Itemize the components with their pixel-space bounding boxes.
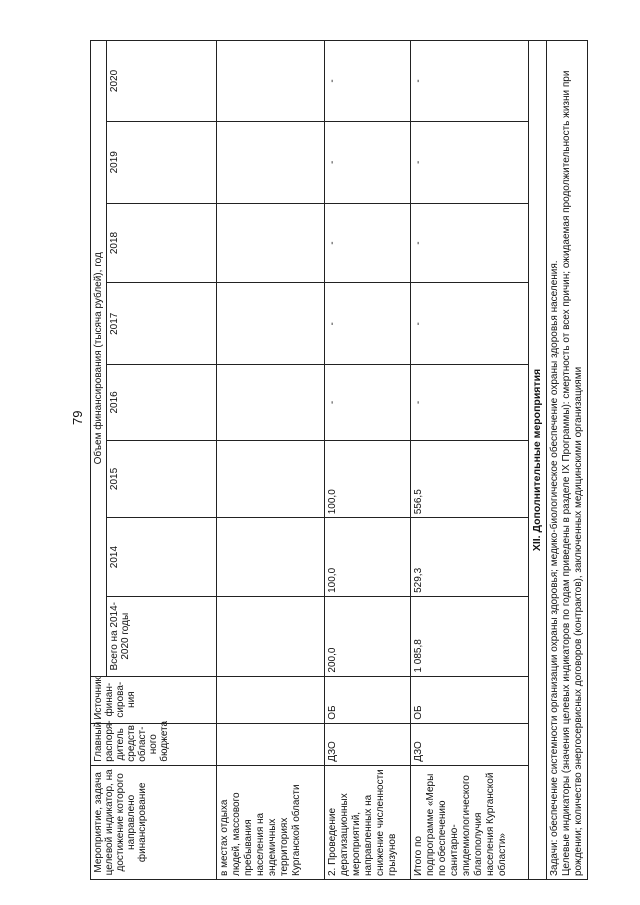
header-volume: Объем финансирования (тысяча рублей), год (91, 41, 107, 677)
row-2019 (217, 121, 325, 203)
row-manager: ДЗО (325, 723, 411, 765)
table-row (217, 41, 325, 880)
row-event-name: 2. Проведение дератизационных мероприятий, направленных на снижение численности грызунов (325, 765, 411, 879)
row-2016: - (411, 365, 529, 441)
row-2016 (217, 365, 325, 441)
section-row (529, 41, 547, 880)
row-event-name: Итого по подпрограмме «Меры по обеспечению санитарно-эпидемиологического благополучия населения Курганской области» (411, 765, 529, 879)
row-2018: - (411, 203, 529, 283)
row-source (217, 676, 325, 723)
row-manager (217, 723, 325, 765)
financing-table (90, 40, 588, 880)
header-2017: 2017 (107, 283, 217, 365)
row-2016: - (325, 365, 411, 441)
section-title: XII. Дополнительные мероприятия (529, 41, 547, 880)
header-2020: 2020 (107, 41, 217, 122)
row-source: ОБ (411, 676, 529, 723)
rotated-table-page (90, 40, 584, 880)
tasks-row (546, 41, 587, 880)
row-2018 (217, 203, 325, 283)
row-total: 1 085,8 (411, 596, 529, 676)
table-row (411, 41, 529, 880)
row-2020 (217, 41, 325, 122)
row-2017: - (411, 283, 529, 365)
row-2017 (217, 283, 325, 365)
row-2015 (217, 440, 325, 518)
row-2014: 529,3 (411, 518, 529, 597)
indicators-text: Целевые индикаторы (значения целевых индикаторов по годам приведены в разделе IX Программы): смертность от всех причин; ожидаемая продолжительность жизни при рождении; количество энергосервисных договоров (контрактов), заключенных медицинскими организациями (560, 70, 584, 876)
header-source: Источник финан-сирова-ния (91, 676, 217, 723)
row-2019: - (411, 121, 529, 203)
header-2015: 2015 (107, 440, 217, 518)
header-manager: Главный распоря-дитель средств област-ного бюджета (91, 723, 217, 765)
row-manager: ДЗО (411, 723, 529, 765)
table-row (325, 41, 411, 880)
row-source: ОБ (325, 676, 411, 723)
page-number: 79 (70, 410, 85, 425)
row-2020: - (411, 41, 529, 122)
header-2016: 2016 (107, 365, 217, 441)
row-2015: 556,5 (411, 440, 529, 518)
row-event-name: в местах отдыха людей, массового пребывания населения на эндемичных территориях Курганской области (217, 765, 325, 879)
row-2014: 100,0 (325, 518, 411, 597)
row-total (217, 596, 325, 676)
row-2018: - (325, 203, 411, 283)
row-total: 200,0 (325, 596, 411, 676)
row-2014 (217, 518, 325, 597)
row-2015: 100,0 (325, 440, 411, 518)
header-2018: 2018 (107, 203, 217, 283)
header-2019: 2019 (107, 121, 217, 203)
header-2014: 2014 (107, 518, 217, 597)
tasks-text: Задачи: обеспечение системности организации охраны здоровья; медико-биологическое обеспечение охраны здоровья населения. (548, 260, 560, 876)
row-2020: - (325, 41, 411, 122)
row-2017: - (325, 283, 411, 365)
tasks-cell (546, 41, 587, 880)
row-2019: - (325, 121, 411, 203)
header-total: Всего на 2014-2020 годы (107, 596, 217, 676)
header-row-1 (91, 41, 107, 880)
header-event: Мероприятие, задача целевой индикатор, на достижение которого направлено финансирование (91, 765, 217, 879)
